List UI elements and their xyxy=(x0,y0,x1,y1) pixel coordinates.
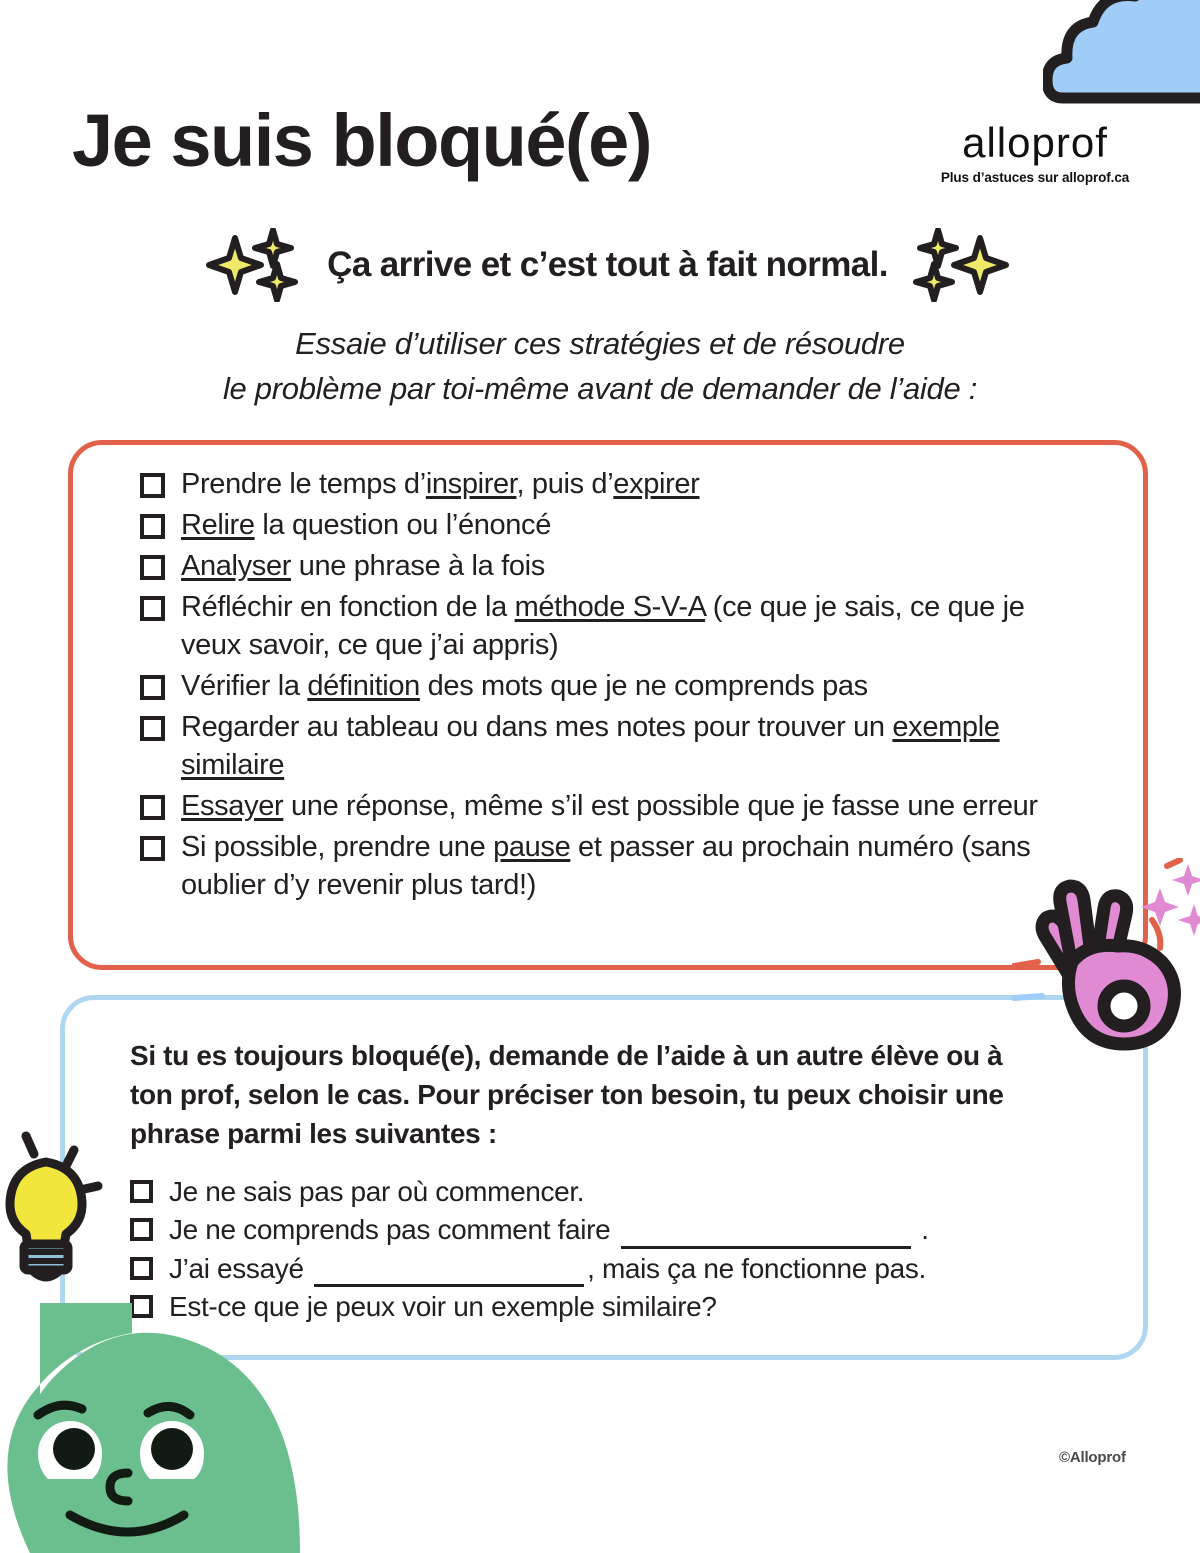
subtitle-text: Ça arrive et c’est tout à fait normal. xyxy=(327,245,888,284)
phrase-label: Est-ce que je peux voir un exemple similaire? xyxy=(169,1291,717,1323)
strategy-label: Vérifier la définition des mots que je ne comprends pas xyxy=(181,669,868,702)
phrase-item[interactable] xyxy=(130,1251,1090,1287)
phrase-checkbox-4[interactable] xyxy=(130,1295,153,1318)
phrase-item[interactable] xyxy=(130,1289,1090,1325)
phrase-label: J’ai essayé , mais ça ne fonctionne pas. xyxy=(169,1251,926,1287)
page-title: Je suis bloqué(e) xyxy=(72,99,651,182)
phrase-label: Je ne comprends pas comment faire . xyxy=(169,1212,929,1248)
checkbox-6[interactable] xyxy=(140,716,165,741)
sparkles-icon xyxy=(902,228,1010,302)
page-header xyxy=(72,99,1150,214)
intro-text xyxy=(80,322,1120,412)
phrase-checkbox-1[interactable] xyxy=(130,1180,153,1203)
fill-in-blank[interactable] xyxy=(621,1216,911,1248)
strategies-checklist xyxy=(140,466,1070,908)
strategy-item[interactable] xyxy=(140,829,1070,905)
subtitle-row xyxy=(60,228,1155,302)
copyright-notice: ©Alloprof xyxy=(1059,1449,1126,1466)
fill-in-blank[interactable] xyxy=(314,1255,584,1287)
checkbox-7[interactable] xyxy=(140,795,165,820)
strategy-item[interactable] xyxy=(140,709,1070,785)
checkbox-5[interactable] xyxy=(140,675,165,700)
strategy-label: Réfléchir en fonction de la méthode S-V-A (ce que je sais, ce que je veux savoir, ce que j’ai appris) xyxy=(181,590,1025,661)
checkbox-1[interactable] xyxy=(140,473,165,498)
phrase-checkbox-3[interactable] xyxy=(130,1257,153,1280)
help-paragraph: Si tu es toujours bloqué(e), demande de l’aide à un autre élève ou à ton prof, selon le cas. Pour préciser ton besoin, tu peux choisir une phrase parmi les suivantes : xyxy=(130,1040,1004,1150)
strategy-label: Relire la question ou l’énoncé xyxy=(181,508,551,541)
phrase-label: Je ne sais pas par où commencer. xyxy=(169,1176,585,1207)
checkbox-2[interactable] xyxy=(140,514,165,539)
strategy-label: Prendre le temps d’inspirer, puis d’expirer xyxy=(181,468,700,500)
sparkles-icon xyxy=(205,228,313,302)
strategy-label: Essayer une réponse, même s’il est possible que je fasse une erreur xyxy=(181,789,1038,822)
checkbox-8[interactable] xyxy=(140,836,165,861)
phrase-item[interactable] xyxy=(130,1212,1090,1248)
strategy-item[interactable] xyxy=(140,668,1070,706)
strategy-item[interactable] xyxy=(140,507,1070,545)
strategy-label: Regarder au tableau ou dans mes notes pour trouver un exemple similaire xyxy=(181,710,1000,781)
phrase-checkbox-2[interactable] xyxy=(130,1218,153,1241)
strategy-item[interactable] xyxy=(140,589,1070,665)
strategy-item[interactable] xyxy=(140,466,1070,504)
strategy-item[interactable] xyxy=(140,788,1070,826)
strategy-label: Si possible, prendre une pause et passer au prochain numéro (sans oublier d’y revenir plus tard!) xyxy=(181,830,1031,901)
logo-wordmark: alloprof xyxy=(962,119,1108,166)
strategy-label: Analyser une phrase à la fois xyxy=(181,549,545,582)
logo-tagline: Plus d’astuces sur alloprof.ca xyxy=(940,170,1130,185)
cloud-icon xyxy=(1043,0,1200,108)
checkbox-3[interactable] xyxy=(140,555,165,580)
phrases-checklist xyxy=(130,1174,1090,1328)
phrase-item[interactable] xyxy=(130,1174,1090,1210)
alloprof-logo xyxy=(920,119,1150,185)
intro-line-2: le problème par toi-même avant de demander de l’aide : xyxy=(222,370,978,406)
intro-line-1: Essaie d’utiliser ces stratégies et de résoudre xyxy=(295,326,905,361)
strategy-item[interactable] xyxy=(140,548,1070,586)
checkbox-4[interactable] xyxy=(140,596,165,621)
